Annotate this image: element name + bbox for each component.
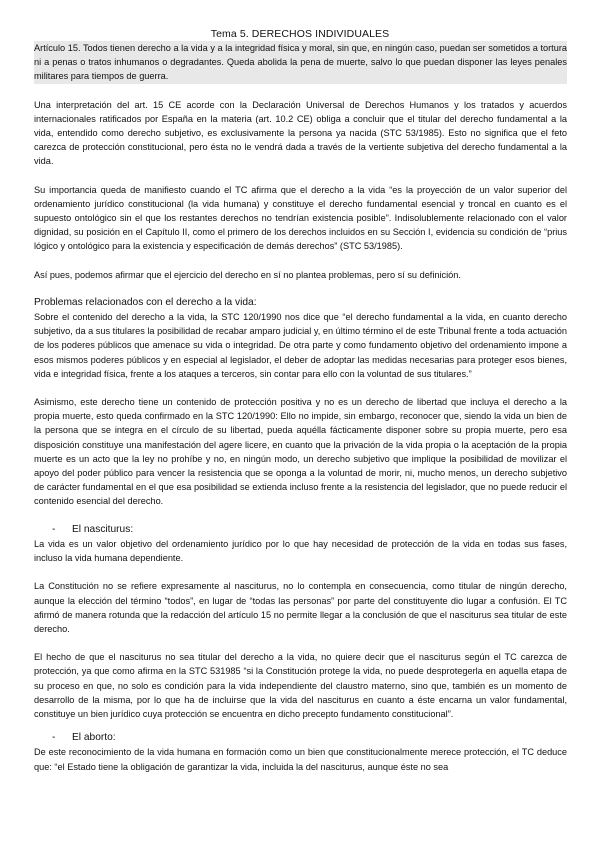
bullet-label: El aborto: <box>72 732 116 744</box>
paragraph-valor-objetivo: La vida es un valor objetivo del ordenamiento jurídico por lo que hay necesidad de protección de la vida en todas sus fases, incluso la vida humana dependiente. <box>34 538 567 564</box>
paragraph-contenido: Sobre el contenido del derecho a la vida, la STC 120/1990 nos dice que “el derecho fundamental a la vida, en cuanto derecho subjetivo, da a sus titulares la posibilidad de recabar amparo judicial y, en último término el de este Tribunal frente a toda actuación de los poderes públicos que amenace su vida o integridad. De otra parte y como fundamento objetivo del ordenamiento impone a esos mismos poderes públicos y en especial al legislador, el deber de adoptar las medidas necesarias para proteger esos bienes, vida e integridad física, frente a los ataques a terceros, sin contar para ello con la voluntad de sus titulares.” <box>34 312 568 379</box>
document-body <box>34 41 567 774</box>
bullet-dash: - <box>52 523 56 535</box>
paragraph-importance: Su importancia queda de manifiesto cuando el TC afirma que el derecho a la vida “es la proyección de un valor superior del ordenamiento jurídico constitucional (la vida humana) y constituye el derecho fundamental esencial y troncal en cuanto es el supuesto ontológico sin el que los restantes derechos no tendrían existencia posible”. Indisolublemente relacionado con el valor dignidad, su posición en el Capítulo II, como el primero de los derechos incluidos en su Sección I, evidencia su condición de “prius lógico y ontológico para la existencia y especificación de demás derechos” (STC 53/1985). <box>34 184 567 252</box>
paragraph-proteccion-positiva: Asimismo, este derecho tiene un contenido de protección positiva y no es un derecho de libertad que incluya el derecho a la propia muerte, esto queda confirmado en la STC 120/1990: Ello no impide, sin embargo, reconocer que, siendo la vida un bien de la persona que se integra en el círculo de su libertad, pueda aquélla fácticamente disponer sobre su propia muerte, pero esa disposición constituye una manifestación del agere licere, en cuanto que la privación de la vida propia o la aceptación de la propia muerte es un acto que la ley no prohíbe y no, en ningún modo, un derecho subjetivo que implique la posibilidad de movilizar el apoyo del poder público para vencer la resistencia que se oponga a la voluntad de morir, ni, mucho menos, un derecho subjetivo de carácter fundamental en el que esa posibilidad se extienda incluso frente a la resistencia del legislador, que no puede reducir el contenido esencial del derecho. <box>34 397 567 507</box>
paragraph-interpretation: Una interpretación del art. 15 CE acorde con la Declaración Universal de Derechos Humanos y los tratados y acuerdos internacionales ratificados por España en la materia (art. 10.2 CE) obliga a concluir que el titular del derecho fundamental a la vida, entendido como derecho subjetivo, es exclusivamente la persona ya nacida (STC 53/1985). Esto no significa que el feto carezca de protección constitucional, pero ésta no le vendrá dada a través de la vertiente subjetiva del derecho fundamental a la vida. <box>34 99 567 167</box>
bullet-aborto <box>34 731 567 745</box>
bullet-label: El nasciturus: <box>72 523 134 535</box>
article-15-quote: Artículo 15. Todos tienen derecho a la vida y a la integridad física y moral, sin que, en ningún caso, puedan ser sometidos a tortura ni a penas o tratos inhumanos o degradantes. Queda abolida la pena de muerte, salvo lo que puedan disponer las leyes penales militares para tiempos de guerra. <box>34 41 567 84</box>
bullet-nasciturus <box>34 523 567 537</box>
paragraph-proteccion-nasciturus: El hecho de que el nasciturus no sea titular del derecho a la vida, no quiere decir que el nasciturus según el TC carezca de protección, ya que como afirma en la STC 531985 “si la Constitución protege la vida, no puede desprotegerla en aquella etapa de su proceso en que, no solo es condición para la vida independiente del claustro materno, sino que, también es un momento de desarrollo de la misma, por lo que ha de incluirse que la vida del nasciturus en cuanto a éste encarna un valor fundamental, constituye un bien jurídico cuya protección se encuentra en dicho precepto fundamento constitucional”. <box>34 652 567 719</box>
paragraph-aborto: De este reconocimiento de la vida humana en formación como un bien que constitucionalmente merece protección, el TC deduce que: “el Estado tiene la obligación de garantizar la vida, incluida la del nasciturus, aunque éste no sea <box>34 747 567 772</box>
page-title: Tema 5. DERECHOS INDIVIDUALES <box>210 28 390 40</box>
bullet-dash: - <box>52 732 56 744</box>
section-subheading: Problemas relacionados con el derecho a la vida: <box>34 296 257 308</box>
paragraph-constitucion: La Constitución no se refiere expresamente al nasciturus, no lo contempla en consecuencia, como titular de ningún derecho, aunque la elección del término “todos”, en lugar de “todas las personas” por parte del constituyente dio lugar a confusión. El TC afirmó de manera rotunda que la redacción del artículo 15 no permite llegar a la conclusión de que el nasciturus sea titular de este derecho. <box>34 581 567 634</box>
paragraph-conclusion: Así pues, podemos afirmar que el ejercicio del derecho en sí no plantea problemas, pero sí su definición. <box>34 269 461 280</box>
